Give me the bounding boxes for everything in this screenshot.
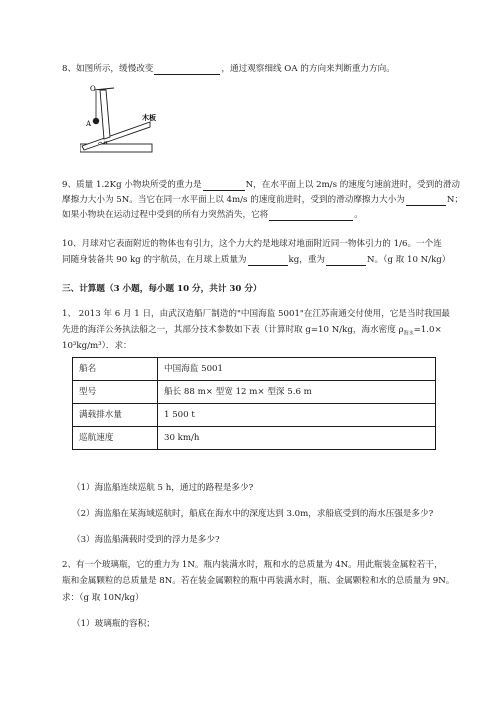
table-cell-key: 船名 bbox=[73, 358, 158, 381]
calc-1-line-3: 10³kg/m³）．求： bbox=[62, 341, 132, 351]
label-board: 木板 bbox=[142, 114, 156, 122]
calc-2-line-1: 2、有一个玻璃瓶，它的重力为 1N。瓶内装满水时，瓶和水的总质量为 4N。用此瓶装金属粒若干， bbox=[62, 560, 443, 570]
calc-2-line-3: 求：（g 取 10N/kg） bbox=[62, 593, 144, 603]
q10-blank-2[interactable] bbox=[326, 256, 366, 266]
question-9-line-1 bbox=[62, 180, 460, 191]
inclined-board-figure bbox=[80, 82, 170, 166]
table-row bbox=[73, 381, 436, 404]
q10-line2-mid: kg，重为 bbox=[288, 255, 326, 265]
c1-line2-suffix: =1.0× bbox=[413, 325, 442, 335]
q8-suffix: ，通过观察细线 OA 的方向来判断重力方向。 bbox=[221, 64, 395, 74]
calc-1-line-2 bbox=[62, 325, 442, 337]
inclined-board-diagram bbox=[80, 82, 170, 166]
calc-2-sub-1: （1）玻璃瓶的容积； bbox=[72, 619, 155, 629]
hanging-ball bbox=[93, 118, 99, 124]
q9-blank-1[interactable] bbox=[203, 181, 245, 191]
question-9-line-3 bbox=[62, 210, 363, 221]
q9-line1-prefix: 9、质量 1.2Kg 小物块所受的重力是 bbox=[62, 180, 202, 190]
q10-line2-suffix: N。（g 取 10 N/kg） bbox=[367, 255, 451, 265]
calc-1-sub-1: （1）海监船连续巡航 5 h，通过的路程是多少? bbox=[72, 483, 254, 493]
table-cell-key: 满载排水量 bbox=[73, 404, 158, 427]
label-angle: α bbox=[104, 140, 108, 146]
q9-line1-suffix: N，在水平面上以 2m/s 的速度匀速前进时，受到的滑动 bbox=[245, 180, 461, 190]
q9-blank-3[interactable] bbox=[269, 211, 353, 221]
question-10-line-1: 10、月球对它表面附近的物体也有引力，这个力大约是地球对地面附近同一物体引力的 1/6。一个连 bbox=[62, 239, 442, 249]
c1-line2-prefix: 先进的海洋公务执法船之一，其部分技术参数如下表（计算时取 g=10 N/kg，海水密度 ρ bbox=[62, 325, 404, 335]
question-10-line-2 bbox=[62, 255, 450, 266]
frame-post bbox=[100, 90, 110, 139]
label-a: A bbox=[86, 120, 92, 128]
q9-line3-prefix: 如果小物块在运动过程中受到的所有力突然消失，它将 bbox=[62, 210, 269, 220]
q9-blank-2[interactable] bbox=[406, 196, 446, 206]
table-row bbox=[73, 427, 436, 450]
calc-1-sub-3: （3）海监船满载时受到的浮力是多少? bbox=[72, 535, 220, 545]
table-cell-value: 30 km/h bbox=[158, 427, 436, 450]
q10-blank-1[interactable] bbox=[248, 256, 288, 266]
q9-line3-suffix: 。 bbox=[354, 210, 363, 220]
c1-line2-sub: 海水 bbox=[403, 330, 414, 337]
section-3-heading: 三、计算题（3 小题，每小题 10 分，共计 30 分） bbox=[62, 284, 262, 294]
table-row bbox=[73, 358, 436, 381]
question-8 bbox=[62, 64, 395, 75]
calc-1-line-1: 1、 2013 年 6 月 1 日，由武汉造船厂制造的"中国海监 5001"在江苏南通交付使用，它是当时我国最 bbox=[62, 309, 450, 319]
q9-line2-suffix: N； bbox=[446, 195, 464, 205]
label-o: O bbox=[90, 85, 96, 93]
table-cell-value: 中国海监 5001 bbox=[158, 358, 436, 381]
q8-prefix: 8、如图所示，缓慢改变 bbox=[62, 64, 154, 74]
table-cell-key: 巡航速度 bbox=[73, 427, 158, 450]
spec-table bbox=[72, 357, 436, 450]
q8-blank[interactable] bbox=[154, 65, 220, 75]
table-cell-value: 1 500 t bbox=[158, 404, 436, 427]
calc-1-sub-2: （2）海监船在某海域巡航时，船底在海水中的深度达到 3.0m，求船底受到的海水压强是多少? bbox=[72, 509, 434, 519]
table-cell-value: 船长 88 m× 型宽 12 m× 型深 5.6 m bbox=[158, 381, 436, 404]
table-cell-key: 型号 bbox=[73, 381, 158, 404]
q10-line2-prefix: 同随身装备共 90 kg 的宇航员，在月球上质量为 bbox=[62, 255, 247, 265]
table-row bbox=[73, 404, 436, 427]
q9-line2-prefix: 摩擦力大小为 5N。当它在同一水平面上以 4m/s 的速度前进时，受到的滑动摩擦力大小为 bbox=[62, 195, 405, 205]
question-9-line-2 bbox=[62, 195, 463, 206]
calc-2-line-2: 瓶和金属颗粒的总质量是 8N。若在装金属颗粒的瓶中再装满水时，瓶、金属颗粒和水的总质量为 9N。 bbox=[62, 576, 455, 586]
